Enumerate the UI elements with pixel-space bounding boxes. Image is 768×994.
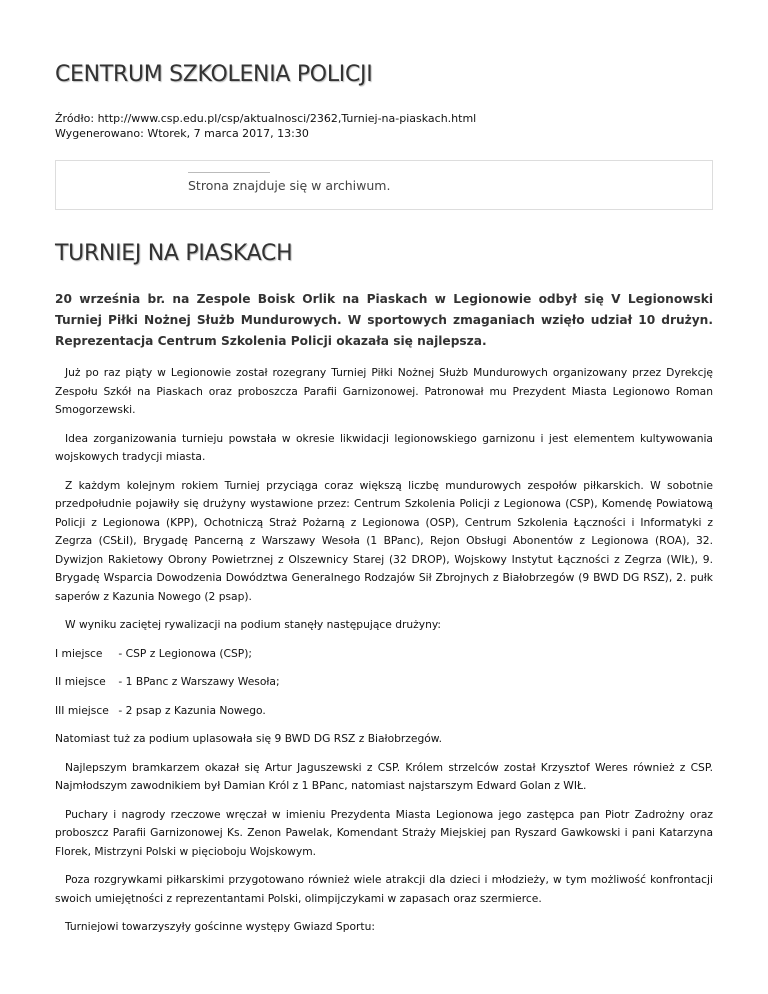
article-paragraph: Idea zorganizowania turnieju powstała w okresie likwidacji legionowskiego garnizonu i jest elementem kultywowania wojskowych tradycji miasta. <box>55 431 713 463</box>
document-meta <box>55 111 476 141</box>
archive-notice-box <box>55 160 713 210</box>
article-paragraph: Już po raz piąty w Legionowie został rozegrany Turniej Piłki Nożnej Służb Mundurowych organizowany przez Dyrekcję Zespołu Szkół na Piaskach oraz proboszcza Parafii Garnizonowej. Patronował mu Prezydent Miasta Legionowo Roman Smogorzewski. <box>55 366 713 416</box>
article-lead: 20 września br. na Zespole Boisk Orlik na Piaskach w Legionowie odbył się V Legionowski Turniej Piłki Nożnej Służb Mundurowych. W sportowych zmaganiach wzięło udział 10 drużyn. Reprezentacja Centrum Szkolenia Policji okazała się najlepsza. <box>55 292 713 348</box>
podium-item <box>55 702 713 721</box>
podium-item <box>55 673 713 692</box>
podium-place: I miejsce <box>55 646 103 660</box>
podium-team: - CSP z Legionowa (CSP); <box>118 646 253 660</box>
article-paragraph: Najlepszym bramkarzem okazał się Artur Jaguszewski z CSP. Królem strzelców został Krzysztof Weres również z CSP. Najmłodszym zawodnikiem był Damian Król z 1 BPanc, natomiast najstarszym Edward Golan z WIŁ. <box>55 760 713 792</box>
podium-team: - 1 BPanc z Warszawy Wesoła; <box>118 675 280 688</box>
generated-line: Wygenerowano: Wtorek, 7 marca 2017, 13:30 <box>55 127 309 140</box>
podium-item <box>55 645 713 664</box>
article-paragraph: Turniejowi towarzyszyły gościnne występy Gwiazd Sportu: <box>65 920 375 933</box>
fourth-place-text: Natomiast tuż za podium uplasowała się 9 BWD DG RSZ z Białobrzegów. <box>55 732 442 745</box>
podium-team: - 2 psap z Kazunia Nowego. <box>118 703 266 717</box>
source-line: Źródło: http://www.csp.edu.pl/csp/aktualnosci/2362,Turniej-na-piaskach.html <box>55 112 477 125</box>
site-title: CENTRUM SZKOLENIA POLICJI <box>55 62 373 87</box>
article-paragraph: W wyniku zaciętej rywalizacji na podium stanęły następujące drużyny: <box>65 618 442 631</box>
archive-divider <box>188 172 270 173</box>
archive-notice-text: Strona znajduje się w archiwum. <box>188 178 391 193</box>
article-paragraph: Puchary i nagrody rzeczowe wręczał w imieniu Prezydenta Miasta Legionowa jego zastępca pan Piotr Zadrożny oraz proboszcz Parafii Garnizonowej Ks. Zenon Pawelak, Komendant Straży Miejskiej pan Ryszard Gawkowski i pani Katarzyna Florek, Mistrzyni Polski w pięcioboju Wojskowym. <box>55 807 713 858</box>
article-paragraph: Poza rozgrywkami piłkarskimi przygotowano również wiele atrakcji dla dzieci i młodzieży, w tym możliwość konfrontacji swoich umiejętności z reprezentantami Polski, olimpijczykami w zapasach oraz szermierce. <box>55 873 713 905</box>
podium-place: II miejsce <box>55 675 106 688</box>
article-title: TURNIEJ NA PIASKACH <box>55 241 293 266</box>
podium-place: III miejsce <box>55 703 109 717</box>
article-paragraph: Z każdym kolejnym rokiem Turniej przyciąga coraz większą liczbę mundurowych zespołów piłkarskich. W sobotnie przedpołudnie pojawiły się drużyny wystawione przez: Centrum Szkolenia Policji z Legionowa (CSP), Komendę Powiatową Policji z Legionowa (KPP), Ochotniczą Straż Pożarną z Legionowa (OSP), Centrum Szkolenia Łączności i Informatyki z Zegrza (CSŁiI), Brygadę Pancerną z Warszawy Wesoła (1 BPanc), Rejon Obsługi Abonentów z Legionowa (ROA), 32. Dywizjon Rakietowy Obrony Powietrznej z Olszewnicy Starej (32 DROP), Wojskowy Instytut Łączności z Zegrza (WIŁ), 9. Brygadę Wsparcia Dowodzenia Dowództwa Generalnego Rodzajów Sił Zbrojnych z Białobrzegów (9 BWD DG RSZ), 2. pułk saperów z Kazunia Nowego (2 psap). <box>55 478 713 603</box>
article-content <box>55 289 713 947</box>
